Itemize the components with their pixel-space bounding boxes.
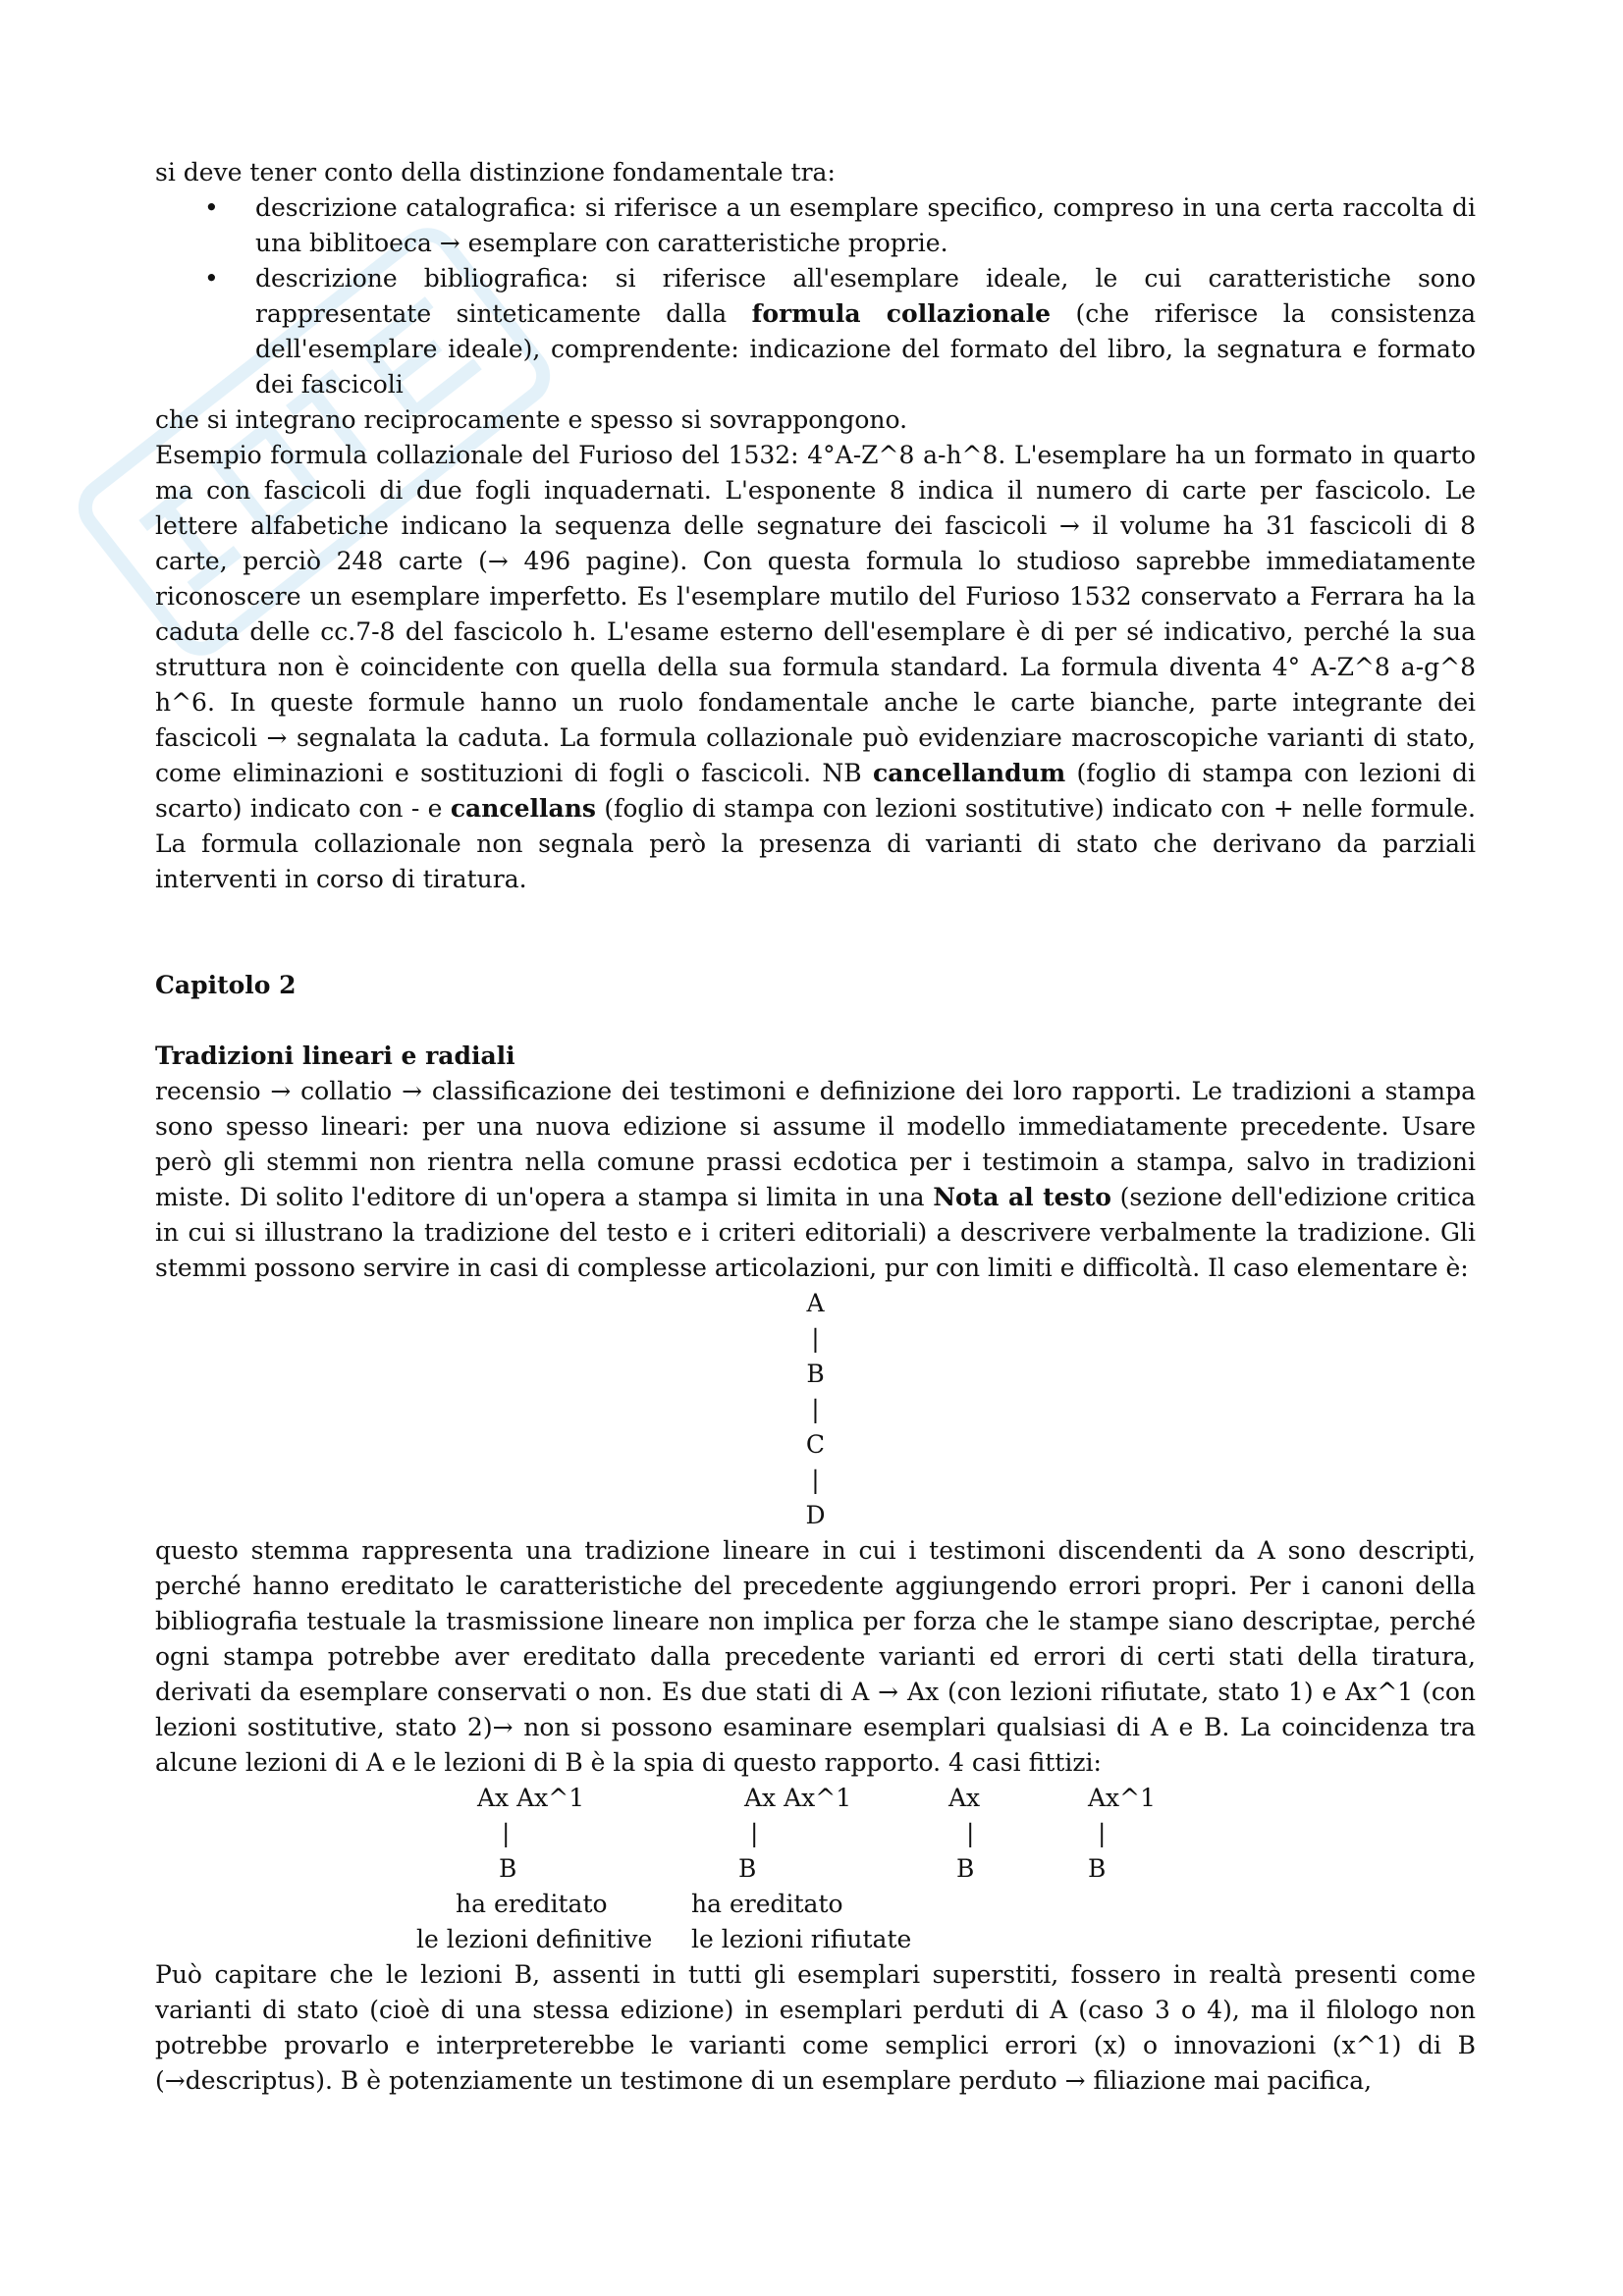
case1-note: le lezioni definitive [416, 1925, 653, 1953]
paragraph-descriptus: Può capitare che le lezioni B, assenti in tutti gli esemplari superstiti, fossero in realtà presenti come varianti di stato (cioè di una stessa edizione) in esemplari perduti di A (caso 3 o 4), ma il filologo non potrebbe provarlo e interpreterebbe le varianti come semplici errori (x) o innovazioni (x^1) di B (→descriptus). B è potenziamente un testimone di un esemplare perduto → filiazione mai pacifica, [155, 1960, 1476, 2095]
case1-parents: Ax Ax^1 [477, 1784, 585, 1812]
case2-link: | [750, 1819, 759, 1847]
bold-term-cancellans: cancellans [450, 794, 596, 823]
intro-text: si deve tener conto della distinzione fondamentale tra: [155, 158, 836, 187]
stemma-link: | [811, 1395, 820, 1423]
paragraph-text-end: (foglio di stampa con lezioni sostitutive) indicato con + nelle formule. La formula collazionale non segnala però la presenza di varianti di stato che derivano da parziali interventi in corso di tiratura. [155, 794, 1476, 893]
stemma-node: A [806, 1289, 825, 1317]
case4-parent: Ax^1 [1088, 1784, 1157, 1812]
paragraph-stemma: questo stemma rappresenta una tradizione lineare in cui i testimoni discendenti da A sono descripti, perché hanno ereditato le caratteristiche del precedente aggiungendo errori propri. Per i canoni della bibliografia testuale la trasmissione lineare non implica per forza che le stampe siano descriptae, perché ogni stampa potrebbe aver ereditato dalla precedente varianti ed errori di certi stati della tiratura, derivati da esemplare conservati o non. Es due stati di A → Ax (con lezioni rifiutate, stato 1) e Ax^1 (con lezioni sostitutive, stato 2)→ non si possono esaminare esemplari qualsiasi di A e B. La coincidenza tra alcune lezioni di A e le lezioni di B è la spia di questo rapporto. 4 casi fittizi: [155, 1536, 1476, 1777]
case3-parent: Ax [948, 1784, 981, 1812]
stemma-link: | [811, 1466, 820, 1494]
paragraph-formula [155, 438, 1476, 897]
case1-note: ha ereditato [456, 1890, 608, 1918]
list-item-text: descrizione bibliografica: si riferisce all'esemplare ideale, le cui caratteristiche sono rappresentate sinteticamente dalla [255, 264, 1476, 328]
paragraph-recensio [155, 1074, 1476, 1286]
stemma-node: D [805, 1501, 826, 1529]
fictitious-cases-diagram [155, 1781, 1476, 1957]
paragraph-text: recensio → collatio → classificazione dei testimoni e definizione dei loro rapporti. Le tradizioni a stampa sono spesso lineari: per una nuova edizione si assume il modello immediatamente precedente. Usare però gli stemmi non rientra nella comune prassi ecdotica per i testimoin a stampa, salvo in tradizioni miste. Di solito l'editore di un'opera a stampa si limita in una [155, 1077, 1476, 1211]
paragraph-text-mid: (foglio di stampa con lezioni di scarto) indicato con - e [155, 759, 1477, 823]
section-heading: Tradizioni lineari e radiali [155, 1041, 515, 1070]
case2-note: ha ereditato [691, 1890, 843, 1918]
paragraph-text: Esempio formula collazionale del Furioso del 1532: 4°A-Z^8 a-h^8. L'esemplare ha un formato in quarto ma con fascicoli di due fogli inquadernati. L'esponente 8 indica il numero di carte per fascicolo. Le lettere alfabetiche indicano la sequenza delle segnature dei fascicoli → il volume ha 31 fascicoli di 8 carte, perciò 248 carte (→ 496 pagine). Con questa formula lo studioso saprebbe immediatamente riconoscere un esemplare imperfetto. Es l'esemplare mutilo del Furioso 1532 conservato a Ferrara ha la caduta delle cc.7-8 del fascicolo h. L'esame esterno dell'esemplare è di per sé indicativo, perché la sua struttura non è coincidente con quella della sua formula standard. La formula diventa 4° A-Z^8 a-g^8 h^6. In queste formule hanno un ruolo fondamentale anche le carte bianche, parte integrante dei fascicoli → segnalata la caduta. La formula collazionale può evidenziare macroscopiche varianti di stato, come eliminazioni e sostituzioni di fogli o fascicoli. NB [155, 441, 1476, 787]
case2-note: le lezioni rifiutate [691, 1925, 912, 1953]
description-list [155, 190, 1476, 402]
stemma-node: C [805, 1430, 826, 1459]
linear-stemma [155, 1286, 1476, 1533]
bullet-icon: • [204, 264, 219, 293]
chapter-heading: Capitolo 2 [155, 971, 297, 999]
case4-child: B [1088, 1854, 1107, 1883]
list-item-text: descrizione catalografica: si riferisce a un esemplare specifico, compreso in una certa raccolta di una biblitoeca → esemplare con caratteristiche proprie. [255, 193, 1476, 257]
case2-parents: Ax Ax^1 [744, 1784, 852, 1812]
paragraph-text-cont: (sezione dell'edizione critica in cui si illustrano la tradizione del testo e i criteri editoriali) a descrivere verbalmente la tradizione. Gli stemmi possono servire in casi di complesse articolazioni, pur con limiti e difficoltà. Il caso elementare è: [155, 1183, 1476, 1282]
bullet-icon: • [204, 193, 219, 222]
bold-term-cancellandum: cancellandum [873, 759, 1066, 787]
case3-child: B [956, 1854, 975, 1883]
stemma-link: | [811, 1324, 820, 1353]
bold-term-nota-al-testo: Nota al testo [933, 1183, 1111, 1211]
stemma-node: B [806, 1360, 825, 1388]
after-list-text: che si integrano reciprocamente e spesso si sovrappongono. [155, 405, 908, 434]
case2-child: B [738, 1854, 757, 1883]
bold-term-formula-collazionale: formula collazionale [751, 299, 1052, 328]
list-item [204, 190, 1476, 261]
case1-child: B [499, 1854, 517, 1883]
case1-link: | [502, 1819, 511, 1847]
list-item-text-cont: (che riferisce la consistenza dell'esemplare ideale), comprendente: indicazione del formato del libro, la segnatura e formato dei fascicoli [255, 299, 1476, 399]
list-item [204, 261, 1476, 402]
case4-link: | [1098, 1819, 1107, 1847]
case3-link: | [966, 1819, 975, 1847]
document-page [155, 155, 1476, 2099]
